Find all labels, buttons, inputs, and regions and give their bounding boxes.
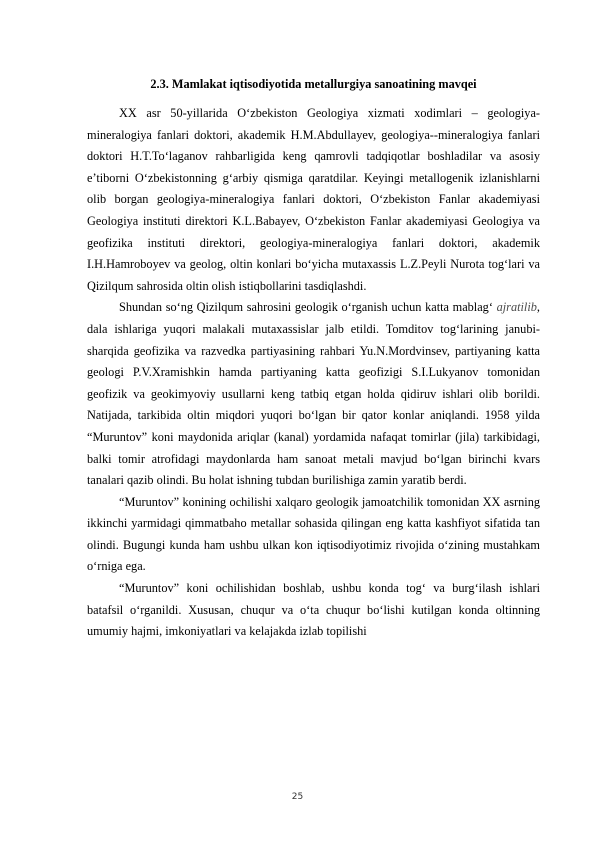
- section-heading: 2.3. Mamlakat iqtisodiyotida metallurgiya sanoatining mavqei: [150, 77, 477, 92]
- paragraph-3: “Muruntov” konining ochilishi xalqaro geologik jamoatchilik tomonidan XX asrning ikkinchi yarmidagi qimmatbaho metallar sohasida qilingan eng katta kashfiyot sifatida tan olindi. Bugungi kunda ham ushbu ulkan kon iqtisodiyotimiz rivojida o‘zining mustahkam o‘rniga ega.: [87, 494, 540, 574]
- paragraph-2: [87, 297, 540, 491]
- paragraph-2-emphasis: ajratilib: [496, 300, 537, 315]
- paragraph-2-start: Shundan so‘ng Qizilqum sahrosini geologik o‘rganish uchun katta mablag‘: [119, 300, 497, 315]
- paragraph-4: “Muruntov” koni ochilishidan boshlab, ushbu konda tog‘ va burg‘ilash ishlari batafsil o‘rganildi. Xususan, chuqur va o‘ta chuqur bo‘lishi kutilgan konda oltinning umumiy hajmi, imkoniyatlari va kelajakda izlab topilishi: [87, 581, 540, 639]
- paragraph-1: XX asr 50-yillarida O‘zbekiston Geologiya xizmati xodimlari – geologiya-mineralogiya fanlari doktori, akademik H.M.Abdullayev, geologiya--mineralogiya fanlari doktori H.T.To‘laganov rahbarligida keng qamrovli tadqiqotlar boshladilar va asosiy e’tiborni O‘zbekistonning g‘arbiy qismiga qaratdilar. Keyingi metallogenik izlanishlarni olib borgan geologiya-mineralogiya fanlari doktori, O‘zbekiston Fanlar akademiyasi Geologiya instituti direktori K.L.Babayev, O‘zbekiston Fanlar akademiyasi Geologiya va geofizika instituti direktori, geologiya-mineralogiya fanlari doktori, akademik I.H.Hamroboyev va geolog, oltin konlari bo‘yicha mutaxassis L.Z.Peyli Nurota tog‘lari va Qizilqum sahrosida oltin olish istiqbollarini tasdiqlashdi.: [87, 106, 540, 293]
- paragraph-2-end: , dala ishlariga yuqori malakali mutaxassislar jalb etildi. Tomditov tog‘larining janubi-sharqida geofizika va razvedka partiyasining rahbari Yu.N.Mordvinsev, partiyaning katta geologi P.V.Xramishkin hamda partiyaning katta geofizigi S.I.Lukyanov tomonidan geofizik va geokimyoviy usullarni keng tatbiq etgan holda qidiruv ishlari olib borildi. Natijada, tarkibida oltin miqdori yuqori bo‘lgan bir qator konlar aniqlandi. 1958 yilda “Muruntov” koni maydonida ariqlar (kanal) yordamida nafaqat tomirlar (jila) tarkibidagi, balki tomir atrofidagi maydonlarda ham sanoat metali mavjud bo‘lgan birinchi kvars tanalari qazib olindi. Bu holat ishning tubdan burilishiga zamin yaratib berdi.: [87, 300, 540, 488]
- body-text: [87, 103, 540, 643]
- page-number: 25: [291, 792, 304, 802]
